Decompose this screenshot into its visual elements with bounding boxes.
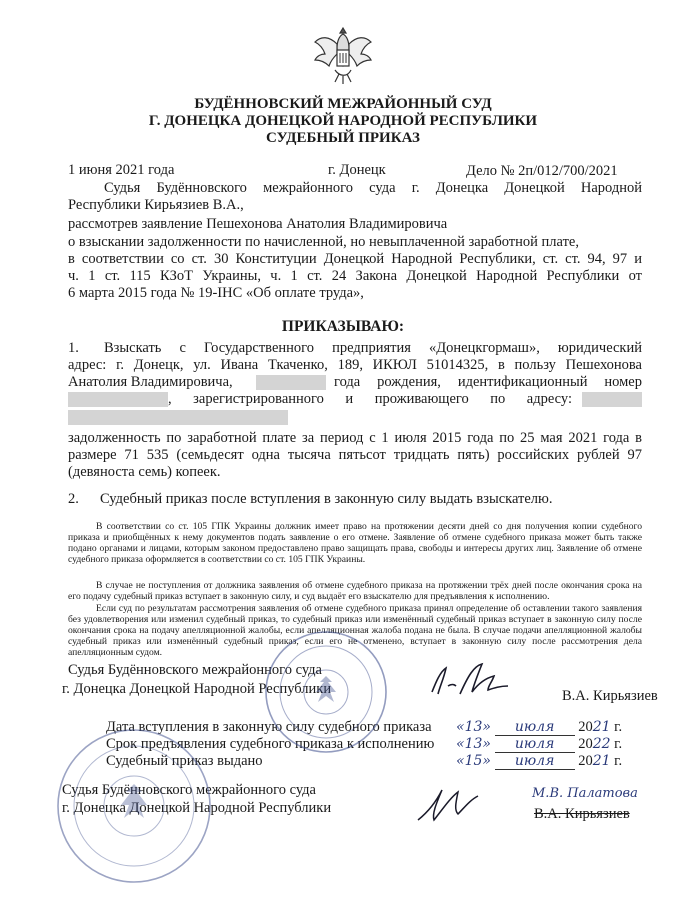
court-name-line-2: Г. ДОНЕЦКА ДОНЕЦКОЙ НАРОДНОЙ РЕСПУБЛИКИ xyxy=(148,113,538,129)
item-1-number: 1. xyxy=(68,340,79,356)
clerk-handwritten-name: М.В. Палатова xyxy=(532,786,638,801)
footer-court-line-2: г. Донецка Донецкой Народной Республики xyxy=(62,800,332,816)
issued-year: 21 xyxy=(592,753,611,769)
issued-year-prefix: 20 xyxy=(578,753,593,769)
issued-label: Судебный приказ выдано xyxy=(106,753,263,769)
item-1-line-7: (девяноста семь) копеек. xyxy=(68,464,221,480)
enforcement-term-year: 22 xyxy=(592,736,611,752)
item-1-line-6: размере 71 535 (семьдесят одна тысяча пятьсот тридцать пять) российских рублей 97 xyxy=(68,447,642,463)
redacted-birthdate xyxy=(256,375,326,390)
effective-date-year-suffix: г. xyxy=(614,719,623,735)
effective-date-day: «13» xyxy=(456,719,491,735)
enforcement-term-year-prefix: 20 xyxy=(578,736,593,752)
enforcement-term-value xyxy=(456,736,622,753)
item-1-line-5: задолженность по заработной плате за период с 1 июля 2015 года по 25 мая 2021 года в xyxy=(68,430,642,446)
enforcement-term-day: «13» xyxy=(456,736,491,752)
enforcement-term-label: Срок предъявления судебного приказа к исполнению xyxy=(106,736,435,752)
item-1-line-1: Взыскать с Государственного предприятия «Донецкгормаш», юридический xyxy=(104,340,642,356)
redacted-address-1 xyxy=(582,392,642,407)
effective-date-month: июля xyxy=(495,719,575,736)
footer-court-line-1: Судья Будённовского межрайонного суда xyxy=(62,782,316,798)
note-paragraph-3: Если суд по результатам рассмотрения заявления об отмене судебного приказа принял определение об оставлении такого заявления без удовлетворения или изменил судебный приказ, то судебный приказ или изменённый судебный приказ вступает в законную силу после окончания срока на подачу апелляционной жалобы, если апелляционная жалоба подана не была. В случае подачи апелляционной жалобы судебный приказ или изменённый судебный приказ, если его не отменено, вступает в законную силу после рассмотрения дела апелляционным судом. xyxy=(68,603,642,658)
item-1-line-3a: Анатолия Владимировича, xyxy=(68,374,233,390)
enforcement-term-year-suffix: г. xyxy=(614,736,623,752)
order-date: 1 июня 2021 года xyxy=(68,162,175,178)
effective-date-year-prefix: 20 xyxy=(578,719,593,735)
intro-considered: рассмотрев заявление Пешехонова Анатолия Владимировича xyxy=(68,216,448,232)
judge-name: В.А. Кирьязиев xyxy=(562,688,658,704)
intro-judge-line-2: Республики Кирьязиев В.А., xyxy=(68,197,244,213)
coat-of-arms-icon xyxy=(313,22,373,90)
order-city: г. Донецк xyxy=(328,162,386,178)
item-2-number: 2. xyxy=(68,491,79,507)
order-title: ПРИКАЗЫВАЮ: xyxy=(281,318,405,335)
enforcement-term-month: июля xyxy=(495,736,575,753)
item-1-line-4a: , зарегистрированного и проживающего по адресу: xyxy=(168,391,572,407)
signature-court-line-2: г. Донецка Донецкой Народной Республики xyxy=(62,681,332,697)
redacted-address-2 xyxy=(68,410,288,425)
note-paragraph-1: В соответствии со ст. 105 ГПК Украины должник имеет право на протяжении десяти дней со дня получения копии судебного приказа и приобщённых к нему документов подать заявление о его отмене. Заявление об отмене судебного приказа может быть также подано органами и лицами, которым законом предоставлено право защищать права, свободы и интересы других лиц. Заявление об отмене судебного приказа оформляется в соответствии со ст. 105 ГПК Украины. xyxy=(68,521,642,565)
redacted-id-number xyxy=(68,392,168,407)
issued-month: июля xyxy=(495,753,575,770)
court-name-line-1: БУДЁННОВСКИЙ МЕЖРАЙОННЫЙ СУД xyxy=(194,96,492,112)
effective-date-year: 21 xyxy=(592,719,611,735)
intro-basis-3: ч. 1 ст. 115 КЗоТ Украины, ч. 1 ст. 24 Закона Донецкой Народной Республики от xyxy=(68,268,642,284)
item-2-text: Судебный приказ после вступления в законную силу выдать взыскателю. xyxy=(100,491,553,507)
issued-value xyxy=(456,753,622,770)
document-title: СУДЕБНЫЙ ПРИКАЗ xyxy=(266,130,420,146)
intro-judge-line-1: Судья Будённовского межрайонного суда г. Донецка Донецкой Народной xyxy=(104,180,642,196)
effective-date-value xyxy=(456,719,622,736)
issued-day: «15» xyxy=(456,753,491,769)
footer-judge-name: В.А. Кирьязиев xyxy=(534,806,630,822)
signature-court-line-1: Судья Будённовского межрайонного суда xyxy=(68,662,322,678)
clerk-signature xyxy=(410,770,510,830)
issued-year-suffix: г. xyxy=(614,753,623,769)
note-paragraph-2: В случае не поступления от должника заявления об отмене судебного приказа на протяжении трёх дней после окончания срока на его подачу судебный приказ вступает в законную силу, и суд выдаёт его взыскателю для предъявления к исполнению. xyxy=(68,580,642,602)
judge-signature xyxy=(420,656,530,706)
intro-basis-1: о взыскании задолженности по начисленной, но невыплаченной заработной плате, xyxy=(68,234,579,250)
item-1-line-3b: года рождения, идентификационный номер xyxy=(334,374,642,390)
item-1-line-2: адрес: г. Донецк, ул. Ивана Ткаченко, 189, ИКЮЛ 51014325, в пользу Пешехонова xyxy=(68,357,642,373)
intro-basis-4: 6 марта 2015 года № 19-IНС «Об оплате труда», xyxy=(68,285,364,301)
intro-basis-2: в соответствии со ст. 30 Конституции Донецкой Народной Республики, ст. ст. 94, 97 и xyxy=(68,251,642,267)
effective-date-label: Дата вступления в законную силу судебного приказа xyxy=(106,719,432,735)
case-number: Дело № 2п/012/700/2021 xyxy=(466,163,618,179)
